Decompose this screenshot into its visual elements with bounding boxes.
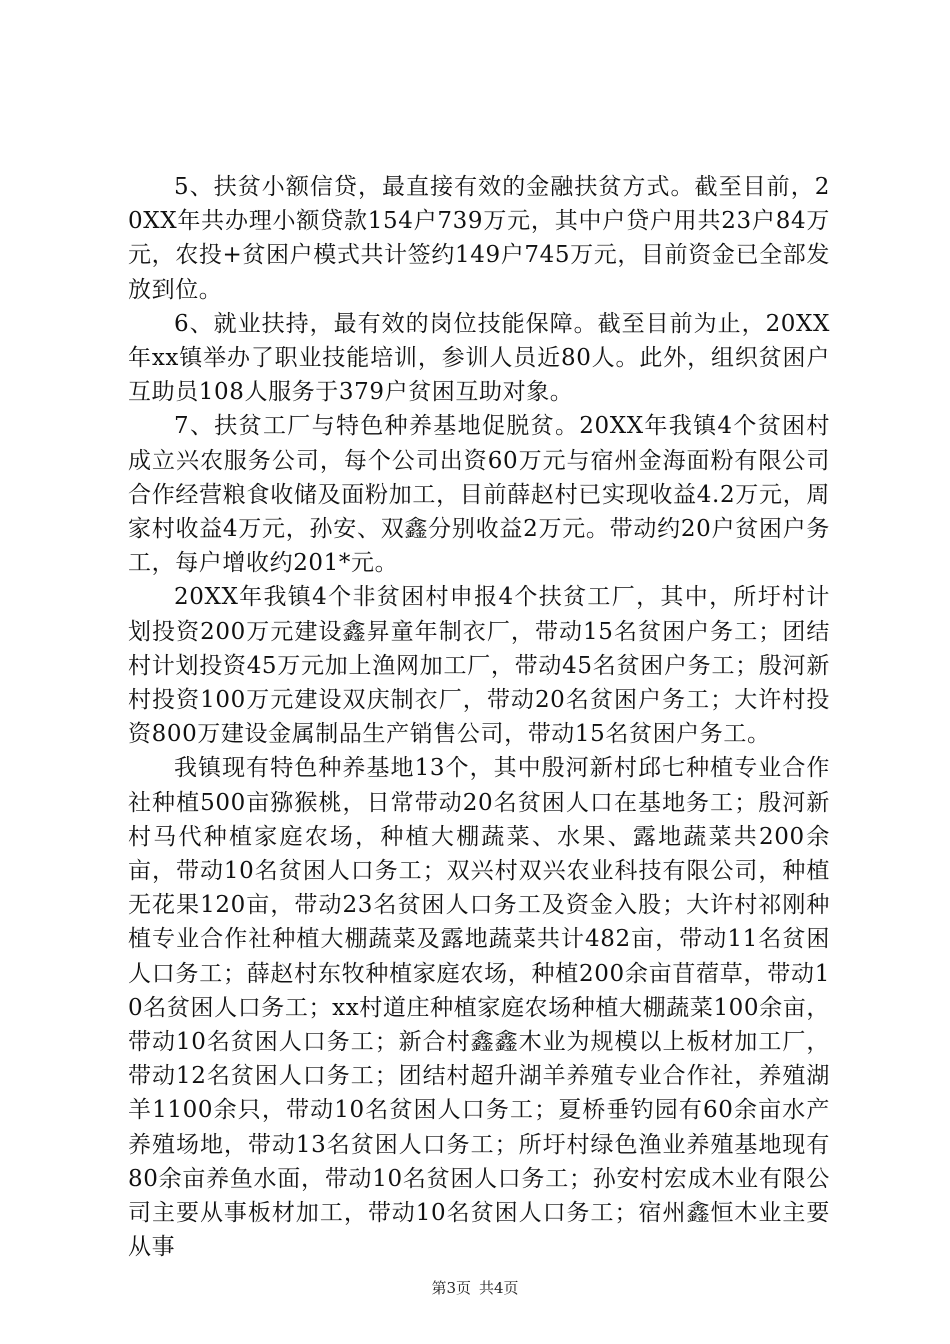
document-body — [128, 170, 830, 1265]
paragraph-microcredit: 5、扶贫小额信贷，最直接有效的金融扶贫方式。截至目前，20XX年共办理小额贷款154户739万元，其中户贷户用共23户84万元，农投+贫困户模式共计签约149户745万元，目前资金已全部发放到位。 — [128, 174, 830, 303]
paragraph-poverty-factory-base: 7、扶贫工厂与特色种养基地促脱贫。20XX年我镇4个贫困村成立兴农服务公司，每个公司出资60万元与宿州金海面粉有限公司合作经营粮食收储及面粉加工，目前薛赵村已实现收益4.2万元，周家村收益4万元，孙安、双鑫分别收益2万元。带动约20户贫困户务工，每户增收约201*元。 — [128, 413, 830, 577]
page-total: 共4页 — [479, 1279, 519, 1297]
paragraph-planting-bases: 我镇现有特色种养基地13个，其中殷河新村邱七种植专业合作社种植500亩猕猴桃，日常带动20名贫困人口在基地务工；殷河新村马代种植家庭农场，种植大棚蔬菜、水果、露地蔬菜共200余亩，带动10名贫困人口务工；双兴村双兴农业科技有限公司，种植无花果120亩，带动23名贫困人口务工及资金入股；大许村祁刚种植专业合作社种植大棚蔬菜及露地蔬菜共计482亩，带动11名贫困人口务工；薛赵村东牧种植家庭农场，种植200余亩苜蓿草，带动10名贫困人口务工；xx村道庄种植家庭农场种植大棚蔬菜100余亩，带动10名贫困人口务工；新合村鑫鑫木业为规模以上板材加工厂，带动12名贫困人口务工；团结村超升湖羊养殖专业合作社，养殖湖羊1100余只，带动10名贫困人口务工；夏桥垂钓园有60余亩水产养殖场地，带动13名贫困人口务工；所圩村绿色渔业养殖基地现有80余亩养鱼水面，带动10名贫困人口务工；孙安村宏成木业有限公司主要从事板材加工，带动10名贫困人口务工；宿州鑫恒木业主要从事 — [128, 755, 830, 1261]
page-number: 第3页 — [431, 1279, 471, 1297]
page-footer — [0, 1278, 950, 1298]
paragraph-non-poor-villages: 20XX年我镇4个非贫困村申报4个扶贫工厂，其中，所圩村计划投资200万元建设鑫昇童年制衣厂，带动15名贫困户务工；团结村计划投资45万元加上渔网加工厂，带动45名贫困户务工；殷河新村投资100万元建设双庆制衣厂，带动20名贫困户务工；大许村投资800万建设金属制品生产销售公司，带动15名贫困户务工。 — [128, 584, 830, 748]
paragraph-employment: 6、就业扶持，最有效的岗位技能保障。截至目前为止，20XX年xx镇举办了职业技能培训，参训人员近80人。此外，组织贫困户互助员108人服务于379户贫困互助对象。 — [128, 310, 830, 406]
